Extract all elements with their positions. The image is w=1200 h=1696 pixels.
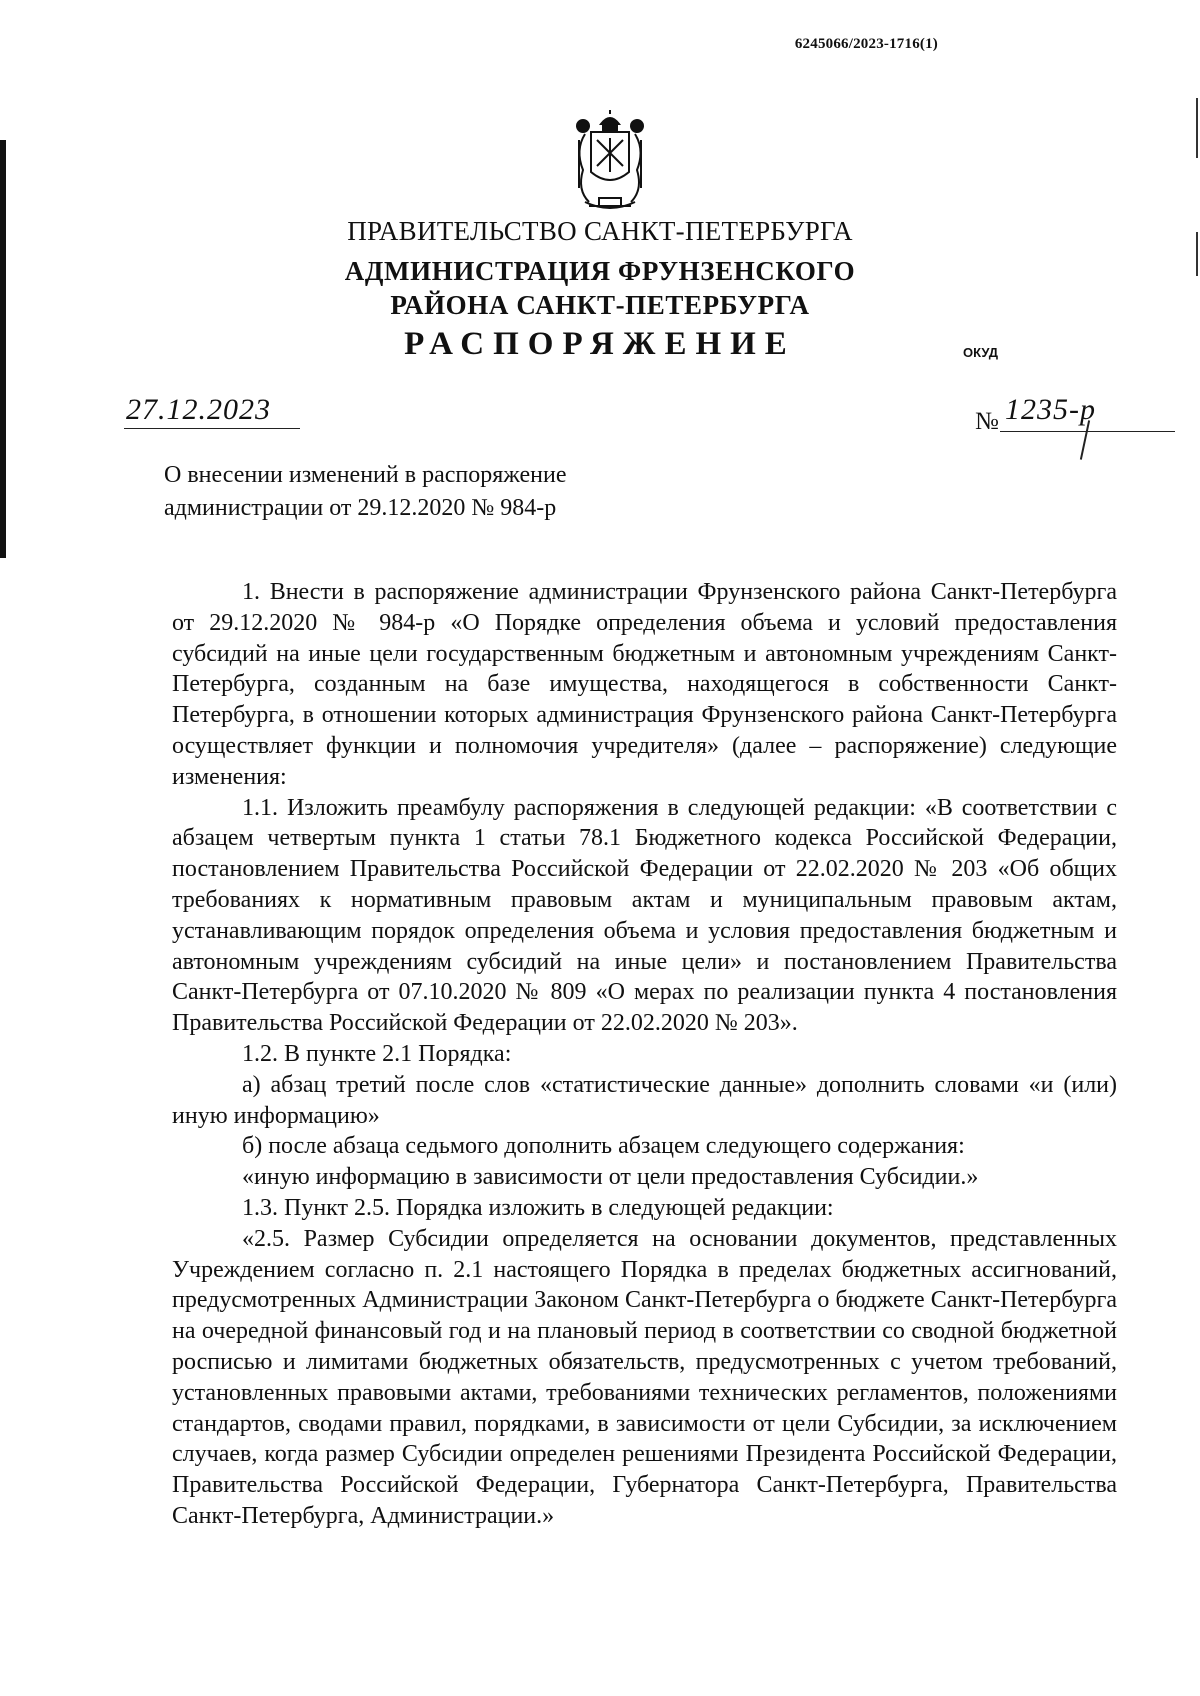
okud-label: ОКУД bbox=[963, 345, 999, 360]
scan-edge-tick bbox=[1196, 98, 1198, 158]
subject-line: О внесении изменений в распоряжение bbox=[164, 462, 567, 488]
paragraph-1-2: 1.2. В пункте 2.1 Порядка: bbox=[242, 1040, 512, 1067]
paragraph-1-2-a: а) абзац третий после слов «статистические данные» дополнить словами «и (или) иную информацию» bbox=[172, 1071, 1117, 1129]
document-date: 27.12.2023 bbox=[126, 393, 271, 426]
document-subject bbox=[164, 459, 567, 525]
administration-title-line1: АДМИНИСТРАЦИЯ ФРУНЗЕНСКОГО bbox=[344, 256, 856, 286]
paragraph-1: 1. Внести в распоряжение администрации Фрунзенского района Санкт-Петербурга от 29.12.2020 № 984-р «О Порядке определения объема и условий предоставления субсидий на иные цели государственным бюджетным и автономным учреждениям Санкт-Петербурга, созданным на базе имущества, находящегося в собственности Санкт-Петербурга, в отношении которых администрация Фрунзенского района Санкт-Петербурга осуществляет функции и полномочия учредителя» (далее – распоряжение) следующие изменения: bbox=[172, 579, 1117, 790]
document-body bbox=[172, 577, 1117, 1532]
paragraph-1-3: 1.3. Пункт 2.5. Порядка изложить в следующей редакции: bbox=[242, 1194, 834, 1221]
document-registration-code: 6245066/2023-1716(1) bbox=[794, 36, 938, 52]
paragraph-1-2-b-text: «иную информацию в зависимости от цели предоставления Субсидии.» bbox=[242, 1164, 979, 1191]
document-type-title: РАСПОРЯЖЕНИЕ bbox=[404, 326, 796, 362]
number-sign: № bbox=[975, 408, 999, 435]
paragraph-1-3-text: «2.5. Размер Субсидии определяется на основании документов, представленных Учреждением согласно п. 2.1 настоящего Порядка в пределах бюджетных ассигнований, предусмотренных Администрации Законом Санкт-Петербурга о бюджете Санкт-Петербурга на очередной финансовый год и на плановый период в соответствии со сводной бюджетной росписью и лимитами бюджетных обязательств, предусмотренных с учетом требований, установленных правовыми актами, требованиями технических регламентов, положениями стандартов, сводами правил, порядками, в зависимости от цели Субсидии, за исключением случаев, когда размер Субсидии определен решениями Президента Российской Федерации, Правительства Российской Федерации, Губернатора Санкт-Петербурга, Правительства Санкт-Петербурга, Администрации.» bbox=[172, 1225, 1117, 1529]
subject-line: администрации от 29.12.2020 № 984-р bbox=[164, 495, 557, 521]
administration-title-line2: РАЙОНА САНКТ-ПЕТЕРБУРГА bbox=[390, 290, 810, 320]
date-underline bbox=[124, 428, 300, 429]
coat-of-arms-icon bbox=[565, 110, 655, 220]
government-title: ПРАВИТЕЛЬСТВО САНКТ-ПЕТЕРБУРГА bbox=[347, 216, 853, 246]
document-number: 1235-р bbox=[1005, 393, 1096, 426]
paragraph-1-2-b: б) после абзаца седьмого дополнить абзацем следующего содержания: bbox=[242, 1133, 965, 1160]
paragraph-1-1: 1.1. Изложить преамбулу распоряжения в следующей редакции: «В соответствии с абзацем четвертым пункта 1 статьи 78.1 Бюджетного кодекса Российской Федерации, постановлением Правительства Российской Федерации от 22.02.2020 № 203 «Об общих требованиях к нормативным правовым актам и муниципальным правовым актам, устанавливающим порядок определения объема и условия предоставления бюджетным и автономным учреждениям субсидий на иные цели» и постановлением Правительства Санкт-Петербурга от 07.10.2020 № 809 «О мерах по реализации пункта 4 постановления Правительства Российской Федерации от 22.02.2020 № 203». bbox=[172, 794, 1117, 1037]
